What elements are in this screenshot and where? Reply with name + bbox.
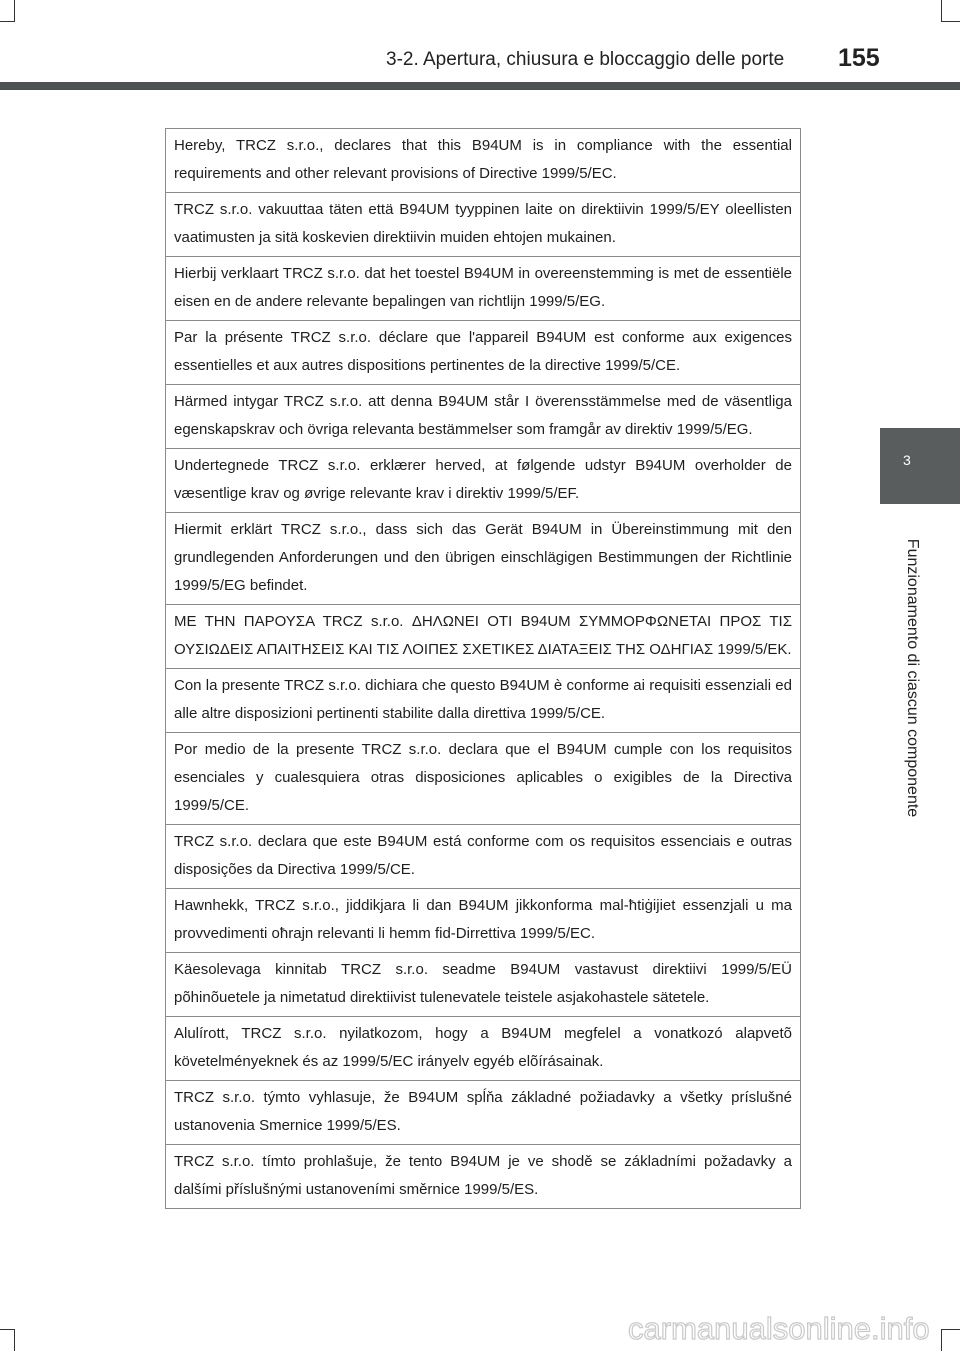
declaration-german: Hiermit erklärt TRCZ s.r.o., dass sich das Gerät B94UM in Übereinstimmung mit den grundlegenden Anforderungen und den übrigen einschlägigen Bestimmungen der Richtlinie 1999/5/EG befindet.	[166, 513, 800, 605]
declaration-french: Par la présente TRCZ s.r.o. déclare que l'appareil B94UM est conforme aux exigences essentielles et aux autres dispositions pertinentes de la directive 1999/5/CE.	[166, 321, 800, 385]
crop-mark	[14, 1329, 15, 1351]
declaration-greek: ΜΕ ΤΗΝ ΠΑΡΟΥΣΑ TRCZ s.r.o. ΔΗΛΩΝΕΙ ΟΤΙ B94UM ΣΥΜΜΟΡΦΩΝΕΤΑΙ ΠΡΟΣ ΤΙΣ ΟΥΣΙΩΔΕΙΣ ΑΠΑΙΤΗΣΕΙΣ ΚΑΙ ΤΙΣ ΛΟΙΠΕΣ ΣΧΕΤΙΚΕΣ ΔΙΑΤΑΞΕΙΣ ΤΗΣ ΟΔΗΓΙΑΣ 1999/5/ΕΚ.	[166, 605, 800, 669]
header-rule	[0, 82, 960, 90]
chapter-label: Funzionamento di ciascun componente	[904, 538, 921, 818]
watermark-text: carmanualsonline.info	[628, 1311, 930, 1346]
declaration-danish: Undertegnede TRCZ s.r.o. erklærer herved, at følgende udstyr B94UM overholder de væsentlige krav og øvrige relevante krav i direktiv 1999/5/EF.	[166, 449, 800, 513]
declaration-italian: Con la presente TRCZ s.r.o. dichiara che questo B94UM è conforme ai requisiti essenziali ed alle altre disposizioni pertinenti stabilite dalla direttiva 1999/5/CE.	[166, 669, 800, 733]
chapter-number: 3	[903, 452, 911, 468]
declaration-hungarian: Alulírott, TRCZ s.r.o. nyilatkozom, hogy a B94UM megfelel a vonatkozó alapvetõ követelményeknek és az 1999/5/EC irányelv egyéb elõírásainak.	[166, 1017, 800, 1081]
page-header	[0, 0, 960, 95]
declaration-estonian: Käesolevaga kinnitab TRCZ s.r.o. seadme B94UM vastavust direktiivi 1999/5/EÜ põhinõuetele ja nimetatud direktiivist tulenevatele teistele asjakohastele sätetele.	[166, 953, 800, 1017]
declaration-table	[165, 128, 801, 1209]
section-title: 3-2. Apertura, chiusura e bloccaggio delle porte	[386, 49, 785, 70]
declaration-portuguese: TRCZ s.r.o. declara que este B94UM está conforme com os requisitos essenciais e outras disposições da Directiva 1999/5/CE.	[166, 825, 800, 889]
declaration-finnish: TRCZ s.r.o. vakuuttaa täten että B94UM tyyppinen laite on direktiivin 1999/5/EY oleellisten vaatimusten ja sitä koskevien direktiivin muiden ehtojen mukainen.	[166, 193, 800, 257]
declaration-swedish: Härmed intygar TRCZ s.r.o. att denna B94UM står I överensstämmelse med de väsentliga egenskapskrav och övriga relevanta bestämmelser som framgår av direktiv 1999/5/EG.	[166, 385, 800, 449]
declaration-slovak: TRCZ s.r.o. týmto vyhlasuje, že B94UM spĺňa základné požiadavky a všetky príslušné ustanovenia Smernice 1999/5/ES.	[166, 1081, 800, 1145]
crop-mark	[0, 1329, 14, 1330]
watermark-logo	[626, 1308, 956, 1348]
declaration-maltese: Hawnhekk, TRCZ s.r.o., jiddikjara li dan B94UM jikkonforma mal-ħtiġijiet essenzjali u ma provvedimenti oħrajn relevanti li hemm fid-Dirrettiva 1999/5/EC.	[166, 889, 800, 953]
declaration-english: Hereby, TRCZ s.r.o., declares that this B94UM is in compliance with the essential requirements and other relevant provisions of Directive 1999/5/EC.	[166, 129, 800, 193]
page-number: 155	[838, 44, 880, 72]
declaration-dutch: Hierbij verklaart TRCZ s.r.o. dat het toestel B94UM in overeenstemming is met de essentiële eisen en de andere relevante bepalingen van richtlijn 1999/5/EG.	[166, 257, 800, 321]
chapter-tab	[880, 428, 960, 504]
declaration-spanish: Por medio de la presente TRCZ s.r.o. declara que el B94UM cumple con los requisitos esenciales y cualesquiera otras disposiciones aplicables o exigibles de la Directiva 1999/5/CE.	[166, 733, 800, 825]
declaration-czech: TRCZ s.r.o. tímto prohlašuje, že tento B94UM je ve shodě se základními požadavky a dalšími příslušnými ustanoveními směrnice 1999/5/ES.	[166, 1145, 800, 1209]
